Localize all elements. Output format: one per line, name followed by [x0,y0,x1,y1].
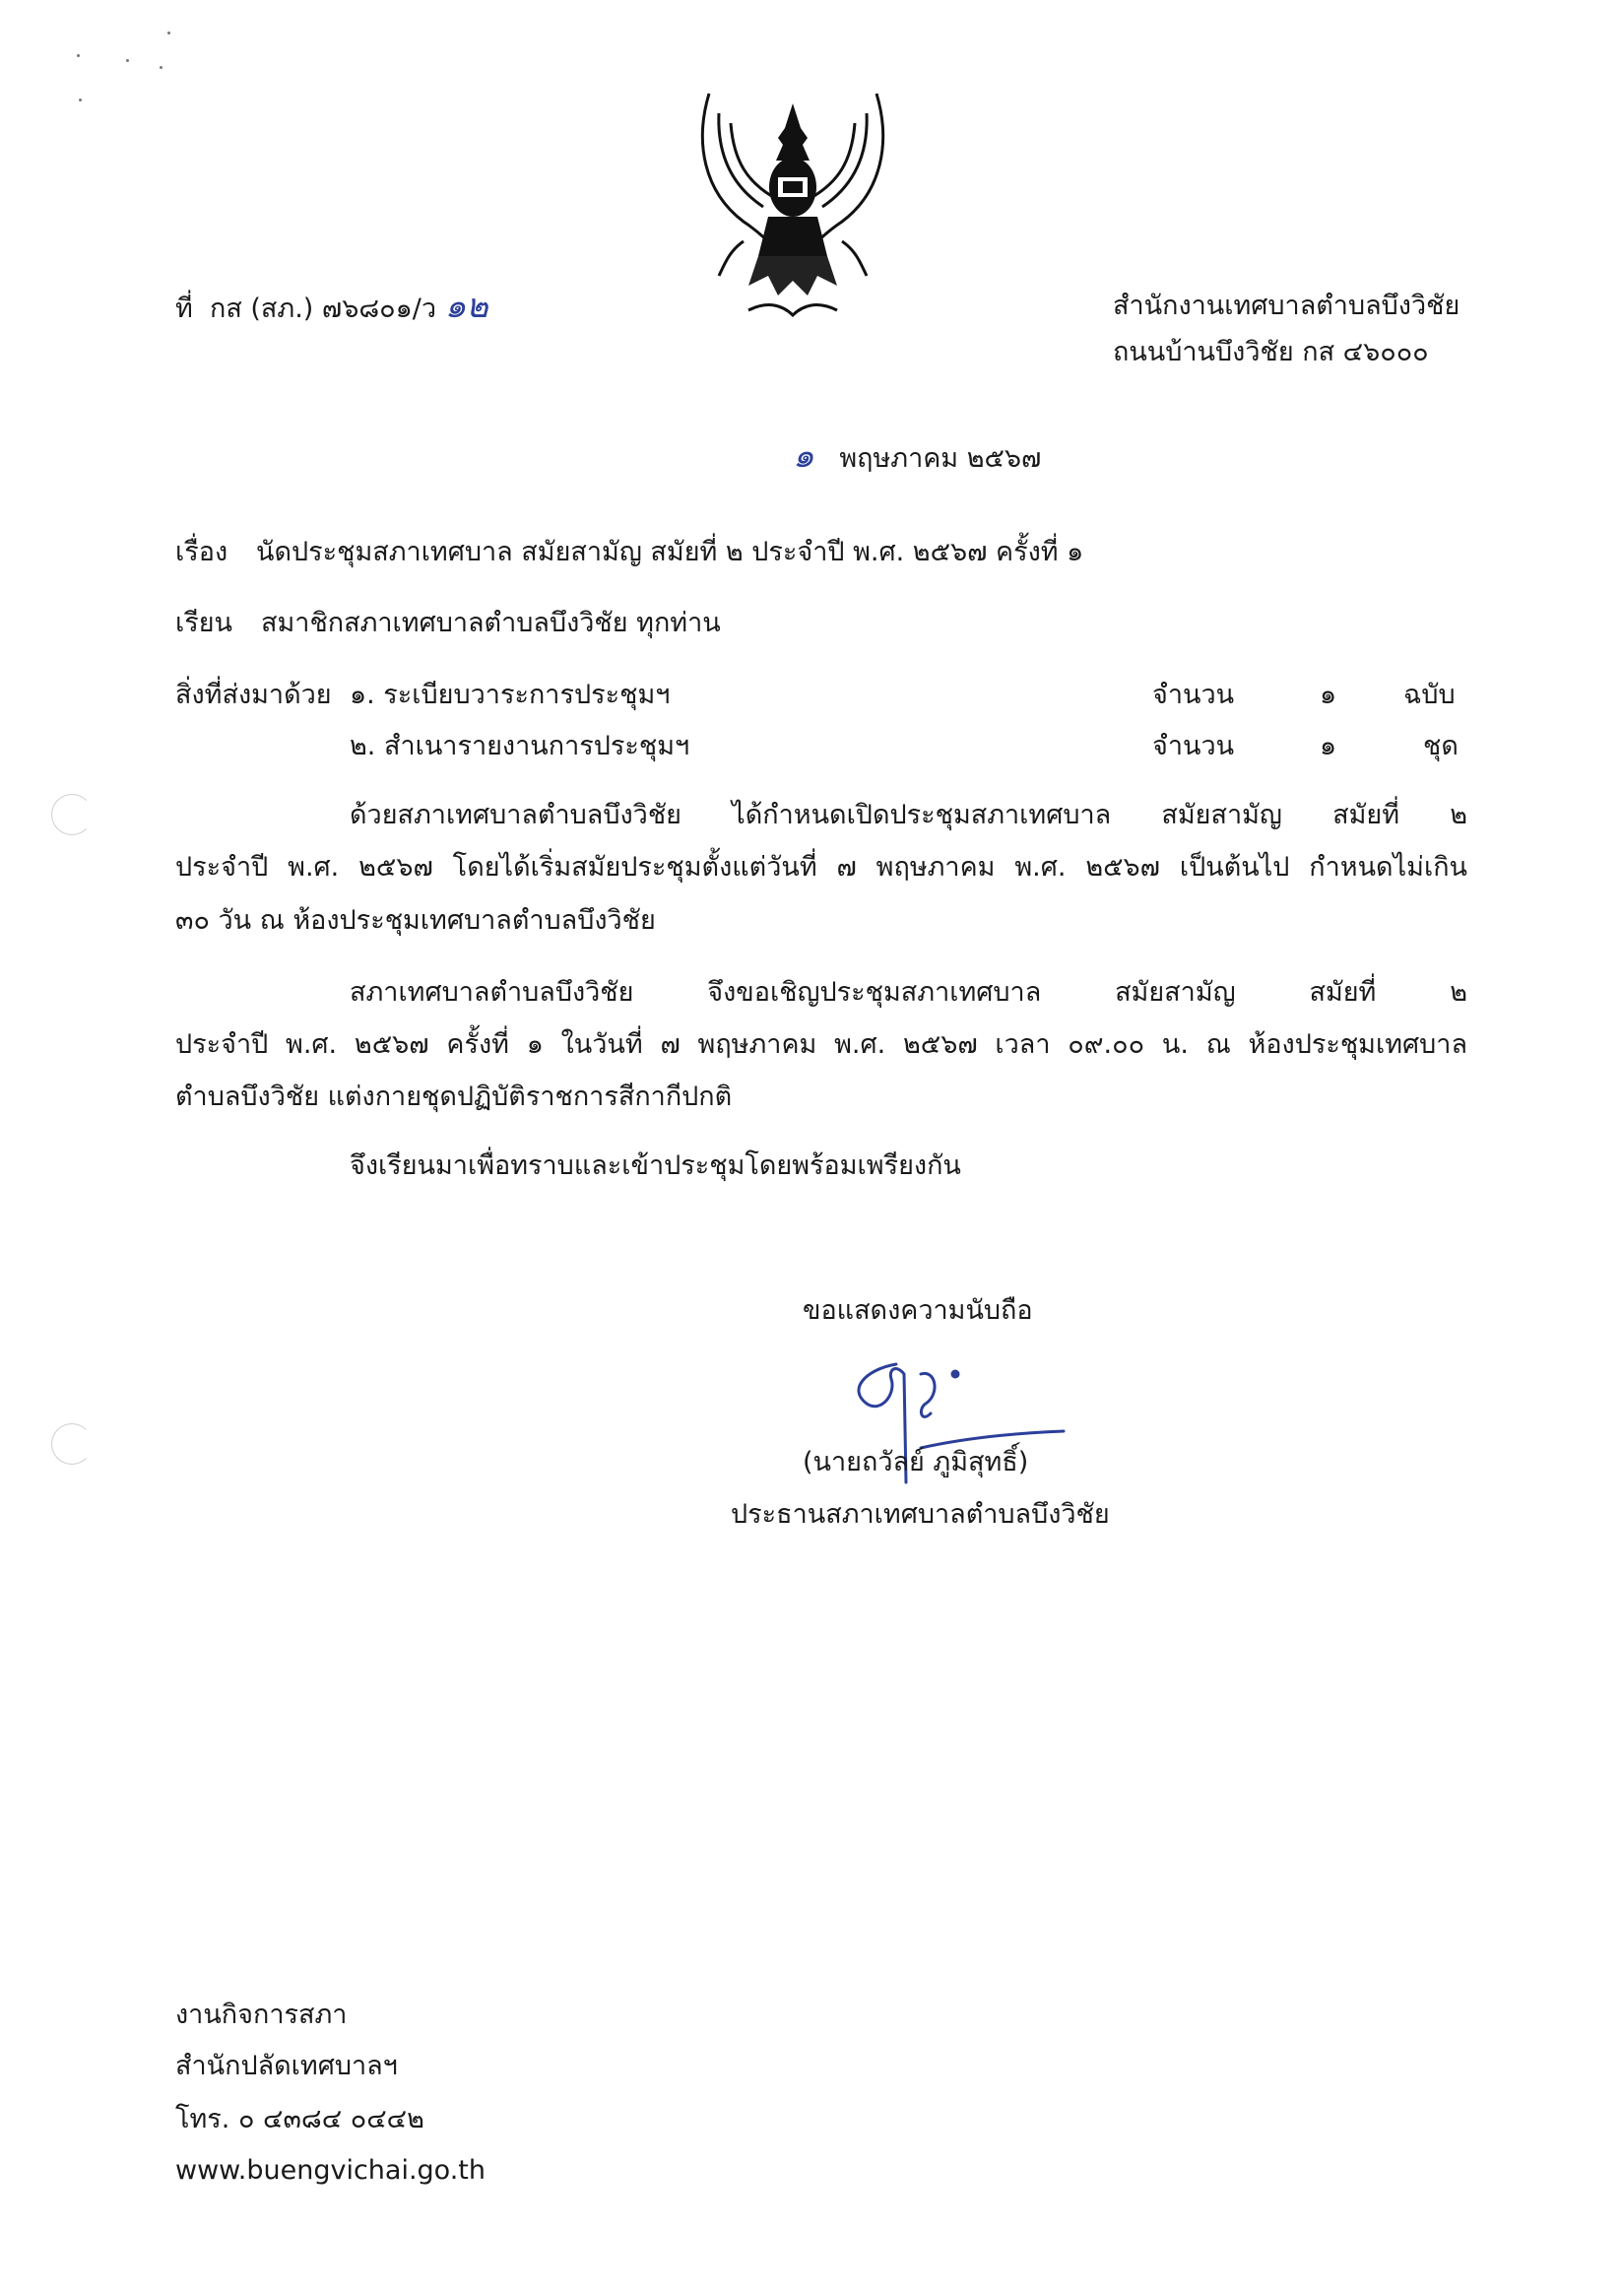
paragraph-1-line-3: ๓๐ วัน ณ ห้องประชุมเทศบาลตำบลบึงวิชัย [175,905,656,936]
footer-website[interactable]: www.buengvichai.go.th [175,2155,486,2186]
reference-handwritten-number: ๑๒ [444,287,488,326]
enclosure-qty-label: จำนวน [1152,680,1235,710]
footer-phone: โทร. ๐ ๔๓๘๔ ๐๔๔๒ [175,2104,424,2134]
enclosures-label: สิ่งที่ส่งมาด้วย [175,680,332,710]
salutation: ขอแสดงความนับถือ [803,1295,1033,1326]
enclosure-qty: ๑ [1320,680,1337,710]
scan-speck [79,98,82,101]
scan-speck [160,66,162,69]
enclosure-item: ๑. ระเบียบวาระการประชุมฯ [350,680,671,710]
enclosure-unit: ฉบับ [1403,680,1456,710]
paragraph-2-line-3: ตำบลบึงวิชัย แต่งกายชุดปฏิบัติราชการสีกากีปกติ [175,1082,733,1112]
reference-number: กส (สภ.) ๗๖๘๐๑/ว [209,294,437,324]
subject-text: นัดประชุมสภาเทศบาล สมัยสามัญ สมัยที่ ๒ ประจำปี พ.ศ. ๒๕๖๗ ครั้งที่ ๑ [256,537,1084,567]
enclosure-qty: ๑ [1320,731,1337,761]
office-address: ถนนบ้านบึงวิชัย กส ๔๖๐๐๐ [1113,337,1429,367]
scan-speck [126,59,129,62]
enclosure-item: ๒. สำเนารายงานการประชุมฯ [350,731,690,761]
paragraph-2-line-1: สภาเทศบาลตำบลบึงวิชัย จึงขอเชิญประชุมสภาเทศบาล สมัยสามัญ สมัยที่ ๒ [350,977,1467,1008]
paragraph-1-line-2: ประจำปี พ.ศ. ๒๕๖๗ โดยได้เริ่มสมัยประชุมตั้งแต่วันที่ ๗ พฤษภาคม พ.ศ. ๒๕๖๗ เป็นต้นไป กำหนดไม่เกิน [175,852,1467,883]
recipient-label: เรียน [175,608,233,638]
date-month-year: พฤษภาคม ๒๕๖๗ [839,443,1042,474]
reference-label: ที่ [175,294,193,324]
date-day-handwritten: ๑ [793,436,814,476]
punch-hole [51,794,93,835]
recipient-text: สมาชิกสภาเทศบาลตำบลบึงวิชัย ทุกท่าน [261,608,721,638]
closing-line: จึงเรียนมาเพื่อทราบและเข้าประชุมโดยพร้อมเพรียงกัน [350,1150,961,1181]
subject-label: เรื่อง [175,537,228,567]
reference-line [175,289,488,327]
enclosure-unit: ชุด [1423,731,1459,761]
scan-speck [77,54,80,57]
signer-name: (นายถวัลย์ ภูมิสุทธิ์) [803,1447,1029,1477]
paragraph-1-line-1: ด้วยสภาเทศบาลตำบลบึงวิชัย ได้กำหนดเปิดประชุมสภาเทศบาล สมัยสามัญ สมัยที่ ๒ [350,800,1467,830]
signer-position: ประธานสภาเทศบาลตำบลบึงวิชัย [731,1499,1110,1530]
scan-speck [167,32,170,34]
enclosure-qty-label: จำนวน [1152,731,1235,761]
garuda-emblem [689,84,896,320]
letter-date [793,438,1041,477]
office-name: สำนักงานเทศบาลตำบลบึงวิชัย [1113,291,1460,321]
footer-department: งานกิจการสภา [175,2000,348,2030]
footer-office: สำนักปลัดเทศบาลฯ [175,2051,398,2081]
punch-hole [51,1423,93,1465]
paragraph-2-line-2: ประจำปี พ.ศ. ๒๕๖๗ ครั้งที่ ๑ ในวันที่ ๗ พฤษภาคม พ.ศ. ๒๕๖๗ เวลา ๐๙.๐๐ น. ณ ห้องประชุมเทศบาล [175,1029,1467,1060]
